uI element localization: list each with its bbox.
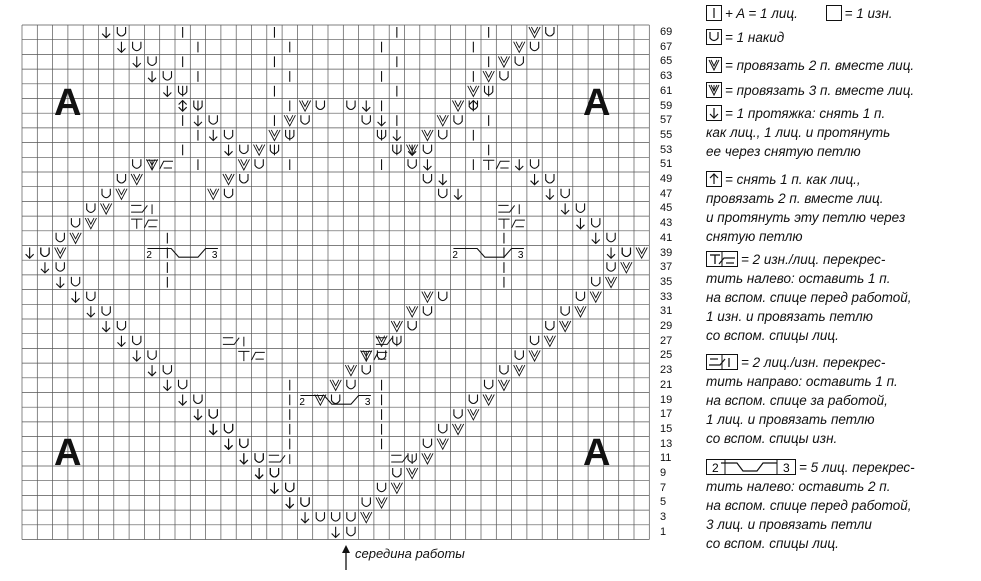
skpo-mark: [393, 130, 401, 141]
k2tog-mark: [254, 145, 265, 156]
yarn-over-mark: [622, 248, 630, 257]
yarn-over-mark: [362, 115, 370, 124]
k2tog-mark: [85, 218, 96, 229]
row-number: 63: [660, 70, 673, 83]
row-number: 39: [660, 246, 673, 259]
legend-sk2po-line-4: снятую петлю: [706, 229, 803, 244]
k2tog-mark: [422, 130, 433, 141]
yarn-over-mark: [179, 380, 187, 389]
yarn-over-mark: [377, 350, 385, 359]
k2tog-mark: [407, 306, 418, 317]
k2tog-mark: [498, 380, 509, 391]
yarn-over-mark: [209, 409, 217, 418]
k2tog-mark: [391, 483, 402, 494]
skpo-mark: [117, 336, 125, 347]
k2tog-mark: [483, 71, 494, 82]
skpo-mark: [531, 174, 539, 185]
yarn-over-mark: [439, 189, 447, 198]
legend-cross-right-line-5: со вспом. спицы изн.: [706, 431, 838, 446]
legend-cross-right-line-2: тить направо: оставить 1 п.: [706, 374, 898, 389]
legend-cross-right-line-3: на вспом. спице за работой,: [706, 393, 888, 408]
cable5-right-number: 3: [364, 397, 371, 409]
k2tog-mark: [131, 174, 142, 185]
yarn-over-mark: [117, 27, 125, 36]
yarn-over-mark: [515, 56, 523, 65]
row-number: 37: [660, 261, 673, 274]
yarn-over-mark: [71, 277, 79, 286]
k2tog-mark: [468, 86, 479, 97]
legend-skpo-line-3: ее через снятую петлю: [706, 144, 861, 159]
skpo-mark: [332, 527, 340, 538]
yarn-over-mark: [102, 306, 110, 315]
legend-cross5-line-1: = 5 лиц. перекрес-: [799, 460, 915, 475]
skpo-mark: [362, 101, 370, 112]
knit-symbol-icon: [706, 5, 722, 21]
yarn-over-mark: [362, 497, 370, 506]
row-number: 19: [660, 393, 673, 406]
yarn-over-mark: [408, 159, 416, 168]
legend-skpo: [706, 104, 890, 161]
skpo-mark: [163, 380, 171, 391]
yarn-over-mark: [607, 233, 615, 242]
legend-k3tog: [706, 81, 914, 100]
yarn-over-mark: [240, 174, 248, 183]
row-number: 23: [660, 364, 673, 377]
cross5-right-number: 3: [783, 461, 790, 474]
yarn-over-mark: [439, 424, 447, 433]
legend-cross5-line-3: на вспом. спице перед работой,: [706, 498, 912, 513]
skpo-mark: [454, 189, 462, 200]
skpo-mark: [255, 468, 263, 479]
k2tog-mark: [437, 439, 448, 450]
skpo-mark: [561, 203, 569, 214]
yarn-over-mark: [209, 115, 217, 124]
row-number: 49: [660, 173, 673, 185]
legend-cross-left-line-5: со вспом. спицы лиц.: [706, 328, 839, 343]
cross-right-mark: [269, 454, 290, 464]
row-number: 7: [660, 481, 667, 494]
skpo-mark: [270, 483, 278, 494]
yarn-over-mark: [332, 395, 340, 404]
yarn-over-mark: [546, 174, 554, 183]
skpo-mark: [592, 233, 600, 244]
legend-knit-text: + A = 1 лиц.: [725, 6, 798, 21]
row-number: 33: [660, 290, 673, 303]
skpo-mark: [225, 439, 233, 450]
k2tog-mark: [101, 203, 112, 214]
row-number: 29: [660, 320, 673, 332]
k2tog-mark: [468, 409, 479, 420]
legend-cross-5: [706, 458, 915, 553]
k2tog-mark: [437, 115, 448, 126]
k2tog-mark: [483, 395, 494, 406]
k2tog-mark: [422, 453, 433, 464]
row-number: 41: [660, 231, 673, 244]
yarn-over-mark: [485, 380, 493, 389]
skpo-mark: [148, 71, 156, 82]
row-number: 9: [660, 467, 667, 479]
skpo-mark: [194, 409, 202, 420]
yarn-over-mark: [332, 512, 340, 521]
up-arrow-icon: [340, 545, 352, 571]
k2tog-mark: [70, 233, 81, 244]
yarn-over-mark: [240, 145, 248, 154]
row-number: 69: [660, 26, 673, 38]
cable5-left-number: 2: [299, 397, 305, 409]
yarn-over-mark: [255, 159, 263, 168]
k2tog-mark: [590, 292, 601, 303]
motif-label-a-top-right: A: [583, 82, 611, 124]
k2tog-mark: [452, 424, 463, 435]
motif-label-a-bottom-left: A: [54, 432, 82, 474]
k2tog-mark: [544, 336, 555, 347]
legend-cross-right-line-4: 1 лиц. и провязать петлю: [706, 412, 875, 427]
skpo-mark: [72, 292, 80, 303]
k2tog-mark: [284, 115, 295, 126]
cross-right-mark: [391, 454, 412, 464]
legend-cross-left-line-2: тить налево: оставить 1 п.: [706, 271, 891, 286]
yarn-over-mark: [530, 159, 538, 168]
k2tog-mark: [55, 248, 66, 259]
skpo-mark: [133, 56, 141, 67]
skpo-mark: [286, 497, 294, 508]
row-number: 47: [660, 187, 673, 200]
yarn-over-mark: [255, 453, 263, 462]
row-number: 3: [660, 511, 667, 524]
k2tog-mark: [514, 365, 525, 376]
cable5-mark: [147, 249, 218, 258]
legend-cross5-line-2: тить налево: оставить 2 п.: [706, 479, 891, 494]
yarn-over-mark: [347, 512, 355, 521]
cable5-left-number: 2: [146, 250, 152, 262]
yarn-over-icon: [706, 29, 722, 45]
k2tog-mark: [116, 189, 127, 200]
k2tog-mark: [605, 277, 616, 288]
yarn-over-mark: [454, 409, 462, 418]
legend-sk2po-line-2: провязать 2 п. вместе лиц.: [706, 191, 884, 206]
skpo-mark: [439, 174, 447, 185]
legend-cross-left-2: [706, 250, 912, 345]
row-number: 43: [660, 217, 673, 230]
yarn-over-mark: [133, 336, 141, 345]
yarn-over-mark: [56, 262, 64, 271]
row-number: 27: [660, 334, 673, 347]
yarn-over-mark: [347, 101, 355, 110]
row-number: 65: [660, 55, 673, 68]
row-number: 11: [660, 452, 672, 465]
yarn-over-mark: [546, 27, 554, 36]
yarn-over-mark: [347, 527, 355, 536]
yarn-over-mark: [224, 424, 232, 433]
yarn-over-mark: [607, 262, 615, 271]
yarn-over-mark: [316, 512, 324, 521]
k2tog-mark: [208, 189, 219, 200]
yarn-over-mark: [454, 115, 462, 124]
skpo-mark: [209, 424, 217, 435]
k2tog-mark: [498, 56, 509, 67]
cross-5-icon: [706, 459, 796, 475]
yarn-over-mark: [148, 56, 156, 65]
skpo-mark: [56, 277, 64, 288]
yarn-over-mark: [576, 203, 584, 212]
row-number: 35: [660, 275, 673, 288]
legend-purl-text: = 1 изн.: [844, 6, 893, 21]
skpo-mark: [515, 159, 523, 170]
yarn-over-mark: [56, 233, 64, 242]
skpo-mark: [102, 321, 110, 332]
yarn-over-mark: [515, 350, 523, 359]
skpo-mark: [576, 218, 584, 229]
yarn-over-mark: [102, 189, 110, 198]
yarn-over-mark: [240, 439, 248, 448]
yarn-over-mark: [561, 189, 569, 198]
yarn-over-mark: [530, 336, 538, 345]
yarn-over-mark: [592, 218, 600, 227]
k2tog-mark: [452, 101, 463, 112]
k2tog-mark: [299, 101, 310, 112]
k2tog-mark: [345, 365, 356, 376]
k2tog-mark: [575, 306, 586, 317]
yarn-over-mark: [224, 130, 232, 139]
skpo-mark: [148, 365, 156, 376]
yarn-over-mark: [530, 42, 538, 51]
yarn-over-mark: [117, 174, 125, 183]
k2tog-mark: [514, 42, 525, 53]
yarn-over-mark: [500, 365, 508, 374]
yarn-over-mark: [133, 159, 141, 168]
row-number: 15: [660, 422, 673, 435]
row-number: 25: [660, 349, 673, 362]
row-number: 59: [660, 99, 673, 112]
k2tog-mark: [407, 468, 418, 479]
legend-skpo-line-2: как лиц., 1 лиц. и протянуть: [706, 125, 891, 140]
row-number: 67: [660, 40, 673, 53]
legend-sk2po-line-3: и протянуть эту петлю через: [706, 210, 906, 225]
skpo-mark: [179, 395, 187, 406]
legend-cross5-line-4: 3 лиц. и провязать петли: [706, 517, 872, 532]
legend-skpo-line-1: = 1 протяжка: снять 1 п.: [725, 106, 886, 121]
legend-k2tog-text: = провязать 2 п. вместе лиц.: [725, 58, 915, 73]
k2tog-mark: [529, 27, 540, 38]
sk2po-mark: [179, 101, 187, 112]
motif-label-a-top-left: A: [54, 82, 82, 124]
k2tog-mark: [223, 174, 234, 185]
cross-right-mark: [498, 204, 519, 214]
k2tog-icon: [706, 57, 722, 73]
cable5-mark: [300, 396, 371, 405]
k2tog-mark: [529, 350, 540, 361]
yarn-over-mark: [500, 71, 508, 80]
skpo-mark: [240, 453, 248, 464]
k2tog-mark: [621, 262, 632, 273]
row-number: 51: [660, 158, 673, 171]
yarn-over-mark: [393, 468, 401, 477]
k2tog-mark: [330, 380, 341, 391]
yarn-over-mark: [301, 115, 309, 124]
yarn-over-mark: [270, 468, 278, 477]
k2tog-mark: [422, 292, 433, 303]
yarn-over-mark: [163, 365, 171, 374]
row-number: 21: [660, 378, 673, 391]
skpo-mark: [163, 86, 171, 97]
skpo-mark: [87, 306, 95, 317]
row-number: 61: [660, 84, 673, 97]
cross-left-icon: [706, 251, 738, 267]
yarn-over-mark: [576, 292, 584, 301]
yarn-over-mark: [423, 174, 431, 183]
k2tog-mark: [238, 159, 249, 170]
yarn-over-mark: [423, 439, 431, 448]
k2tog-mark: [361, 512, 372, 523]
k2tog-mark: [391, 321, 402, 332]
row-number: 53: [660, 143, 673, 156]
row-number: 45: [660, 202, 673, 215]
yarn-over-mark: [592, 277, 600, 286]
yarn-over-mark: [87, 292, 95, 301]
legend-cross5-line-5: со вспом. спицы лиц.: [706, 536, 839, 551]
yarn-over-mark: [561, 306, 569, 315]
skpo-mark: [209, 130, 217, 141]
k2tog-mark: [560, 321, 571, 332]
yarn-over-mark: [148, 350, 156, 359]
motif-label-a-bottom-right: A: [583, 432, 611, 474]
yarn-over-mark: [41, 248, 49, 257]
skpo-mark: [378, 115, 386, 126]
yarn-over-mark: [423, 145, 431, 154]
k3tog-icon: [706, 82, 722, 98]
yarn-over-mark: [362, 365, 370, 374]
yarn-over-mark: [316, 101, 324, 110]
k2tog-mark: [269, 130, 280, 141]
yarn-over-mark: [194, 395, 202, 404]
skpo-mark: [546, 189, 554, 200]
cross5-left-number: 2: [712, 461, 719, 474]
legend-k3tog-text: = провязать 3 п. вместе лиц.: [725, 83, 915, 98]
yarn-over-mark: [286, 483, 294, 492]
yarn-over-mark: [163, 71, 171, 80]
legend-cross-left-line-1: = 2 изн./лиц. перекрес-: [741, 252, 886, 267]
skpo-mark: [41, 262, 49, 273]
middle-of-work-caption: середина работы: [355, 546, 465, 561]
row-number: 17: [660, 408, 673, 421]
skpo-mark: [194, 115, 202, 126]
yarn-over-mark: [469, 395, 477, 404]
legend-cross-left-line-3: на вспом. спице перед работой,: [706, 290, 912, 305]
cross-right-mark: [131, 204, 152, 214]
yarn-over-mark: [377, 483, 385, 492]
yarn-over-mark: [117, 321, 125, 330]
legend-cross-left-line-4: 1 изн. и провязать петлю: [706, 309, 873, 324]
legend-cross-right-line-1: = 2 лиц./изн. перекрес-: [741, 355, 886, 370]
legend-knit: [706, 4, 893, 23]
legend-sk2po: [706, 170, 905, 246]
legend-yarn-over: [706, 28, 784, 47]
cross-right-icon: [706, 354, 738, 370]
skpo-mark: [133, 350, 141, 361]
yarn-over-mark: [301, 497, 309, 506]
row-number: 55: [660, 128, 673, 141]
k2tog-mark: [636, 248, 647, 259]
legend-sk2po-line-1: = снять 1 п. как лиц.,: [725, 172, 861, 187]
yarn-over-mark: [546, 321, 554, 330]
skpo-mark: [301, 512, 309, 523]
skpo-mark: [225, 145, 233, 156]
row-number: 5: [660, 496, 667, 509]
yarn-over-mark: [71, 218, 79, 227]
cable5-right-number: 3: [517, 250, 524, 262]
yarn-over-mark: [347, 380, 355, 389]
skpo-mark: [102, 27, 110, 38]
cross-right-mark: [223, 337, 244, 347]
cable5-mark: [453, 249, 524, 258]
cable5-right-number: 3: [211, 250, 218, 262]
skpo-mark: [607, 248, 615, 259]
yarn-over-mark: [87, 203, 95, 212]
yarn-over-mark: [133, 42, 141, 51]
legend-yarn-over-text: = 1 накид: [725, 30, 785, 45]
purl-symbol-icon: [826, 5, 842, 21]
k2tog-mark: [376, 497, 387, 508]
legend-cross-right-2: [706, 353, 898, 448]
yarn-over-mark: [439, 130, 447, 139]
legend-k2tog: [706, 56, 914, 75]
up-arrow-icon: [706, 171, 722, 187]
row-number: 31: [660, 305, 673, 318]
skpo-mark: [423, 159, 431, 170]
row-number: 1: [660, 525, 667, 538]
yarn-over-mark: [408, 321, 416, 330]
skpo-mark: [117, 42, 125, 53]
row-number: 13: [660, 437, 673, 450]
down-arrow-icon: [706, 105, 722, 121]
row-number: 57: [660, 114, 673, 127]
yarn-over-mark: [224, 189, 232, 198]
yarn-over-mark: [423, 306, 431, 315]
yarn-over-mark: [439, 292, 447, 301]
cable5-left-number: 2: [452, 250, 458, 262]
skpo-mark: [26, 248, 34, 259]
